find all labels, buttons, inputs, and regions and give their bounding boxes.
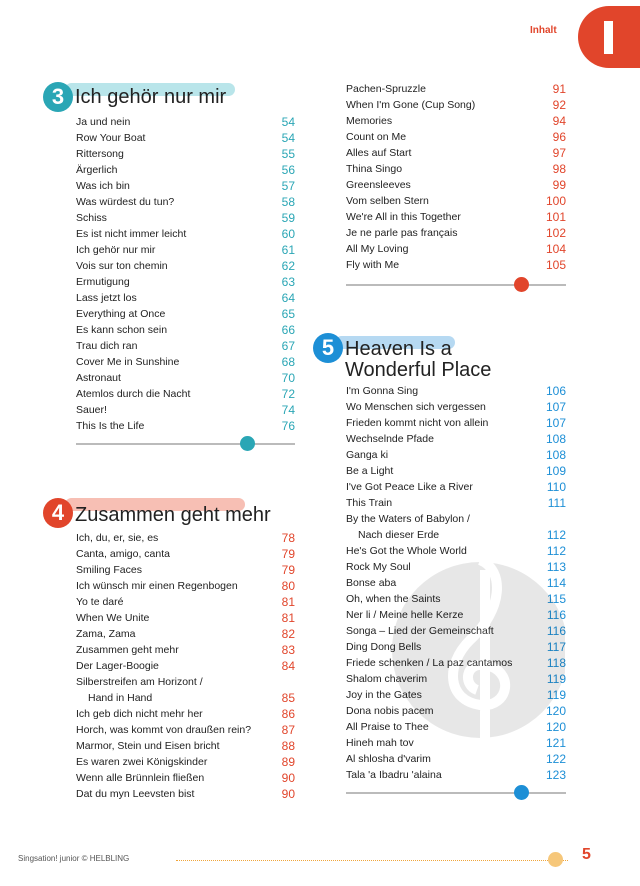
toc-entry [346,623,566,639]
section-4-heading [43,498,295,532]
toc-entry-title: Lass jetzt los [76,292,137,304]
toc-entry-title: Was ich bin [76,180,130,192]
toc-entry [346,655,566,671]
toc-entry-page: 123 [545,768,566,782]
section-5-number: 5 [313,333,343,363]
toc-entry-title: Al shlosha d'varim [346,753,431,765]
toc-entry-title: Dona nobis pacem [346,705,434,717]
toc-entry-title: Joy in the Gates [346,689,422,701]
toc-entry [76,594,295,610]
toc-entry-title: Thina Singo [346,163,403,175]
header-label: Inhalt [530,25,557,36]
toc-entry [346,193,566,209]
toc-entry-title: Pachen-Spruzzle [346,83,426,95]
toc-entry [76,418,295,434]
toc-entry [346,161,566,177]
toc-entry [346,383,566,399]
toc-entry [76,530,295,546]
toc-entry [76,578,295,594]
toc-entry-page: 108 [545,432,566,446]
toc-entry-page: 97 [552,146,566,160]
toc-entry [76,274,295,290]
toc-entry-page: 91 [552,82,566,96]
toc-entry-page: 88 [281,739,295,753]
section-4 [43,498,295,802]
toc-entry [346,399,566,415]
toc-entry-page: 80 [281,579,295,593]
toc-entry-page: 59 [281,211,295,225]
toc-entry [76,210,295,226]
toc-entry-page: 81 [281,595,295,609]
toc-entry [346,209,566,225]
toc-entry-page: 102 [545,226,566,240]
toc-entry-title: I'm Gonna Sing [346,385,419,397]
toc-entry-title: Bonse aba [346,577,397,589]
toc-entry-title: Marmor, Stein und Eisen bricht [76,740,220,752]
toc-entry-title: Ich wünsch mir einen Regenbogen [76,580,238,592]
toc-entry-title: This Train [346,497,393,509]
toc-entry [76,194,295,210]
toc-entry-title: This Is the Life [76,420,145,432]
toc-entry-title: Row Your Boat [76,132,146,144]
toc-entry [346,145,566,161]
toc-entry-title: Tala 'a Ibadru 'alaina [346,769,442,781]
toc-entry [76,610,295,626]
toc-entry [76,386,295,402]
toc-entry [346,527,566,543]
toc-entry [76,162,295,178]
toc-entry-page: 90 [281,771,295,785]
toc-entry-title: All Praise to Thee [346,721,429,733]
toc-entry-title: He's Got the Whole World [346,545,467,557]
toc-entry-page: 112 [546,544,566,558]
toc-entry-page: 98 [552,162,566,176]
section-5-title-line2: Wonderful Place [345,359,492,381]
toc-entry-title: Alles auf Start [346,147,412,159]
toc-entry [76,242,295,258]
toc-entry [76,642,295,658]
toc-entry [346,479,566,495]
toc-entry-title: Shalom chaverim [346,673,428,685]
toc-entry [76,674,295,690]
toc-entry-page: 99 [552,178,566,192]
toc-entry-title: Ich, du, er, sie, es [76,532,159,544]
page-number: 5 [582,846,591,863]
toc-entry [346,431,566,447]
toc-entry-title: Ganga ki [346,449,389,461]
toc-entry-page: 84 [281,659,295,673]
toc-entry-title: Wo Menschen sich vergessen [346,401,486,413]
toc-entry-page: 82 [281,627,295,641]
toc-entry-page: 79 [281,547,295,561]
toc-entry-title: Greensleeves [346,179,411,191]
toc-entry-page: 109 [545,464,566,478]
section-3-number: 3 [43,82,73,112]
section-4-number: 4 [43,498,73,528]
toc-entry [346,719,566,735]
toc-entry-page: 94 [552,114,566,128]
footer-dotted-line [176,860,568,861]
toc-entry-title: Atemlos durch die Nacht [76,388,191,400]
toc-entry-title: Dat du myn Leevsten bist [76,788,195,800]
toc-entry-title: Oh, when the Saints [346,593,441,605]
toc-entry-title: Wechselnde Pfade [346,433,434,445]
toc-entry-title: Ärgerlich [76,164,118,176]
toc-entry [76,754,295,770]
toc-entry [346,671,566,687]
section-4-continued-list [346,81,566,273]
toc-entry [76,546,295,562]
toc-entry-title: Rittersong [76,148,124,160]
toc-entry [76,562,295,578]
toc-entry-title: By the Waters of Babylon / [346,513,470,525]
toc-entry-page: 116 [546,624,566,638]
toc-entry-title: Horch, was kommt von draußen rein? [76,724,252,736]
toc-entry-title: Frieden kommt nicht von allein [346,417,489,429]
section-5-separator [346,792,566,794]
toc-entry-title: I've Got Peace Like a River [346,481,473,493]
toc-entry [346,463,566,479]
toc-entry-page: 78 [281,531,295,545]
toc-entry-title: Ner li / Meine helle Kerze [346,609,464,621]
toc-entry-page: 58 [281,195,295,209]
toc-entry [346,241,566,257]
toc-entry-page: 74 [281,403,295,417]
toc-entry-title: Count on Me [346,131,407,143]
toc-entry-page: 64 [281,291,295,305]
section-4-separator [346,284,566,286]
toc-entry-page: 68 [281,355,295,369]
toc-entry [76,130,295,146]
toc-entry-page: 116 [546,608,566,622]
toc-entry [76,306,295,322]
toc-entry-page: 67 [281,339,295,353]
section-5 [313,333,566,794]
toc-entry-title: Ich gehör nur mir [76,244,156,256]
toc-entry [76,690,295,706]
toc-entry-page: 119 [546,688,566,702]
toc-entry-page: 106 [545,384,566,398]
toc-entry [346,97,566,113]
toc-entry-page: 70 [281,371,295,385]
toc-entry-title: Es waren zwei Königskinder [76,756,208,768]
toc-entry [76,626,295,642]
toc-entry-title: Hineh mah tov [346,737,414,749]
toc-entry-page: 87 [281,723,295,737]
footer-dot [548,852,563,867]
section-5-heading [313,333,566,381]
toc-entry-page: 86 [281,707,295,721]
toc-entry-page: 107 [545,400,566,414]
toc-entry-page: 105 [545,258,566,272]
toc-entry-page: 110 [546,480,566,494]
toc-entry-title: Ich geb dich nicht mehr her [76,708,203,720]
toc-entry-page: 120 [545,704,566,718]
toc-entry [76,370,295,386]
toc-entry [346,575,566,591]
toc-entry-page: 111 [547,496,566,510]
toc-entry-title: Vom selben Stern [346,195,429,207]
toc-entry [346,225,566,241]
toc-entry [346,495,566,511]
toc-entry-page: 107 [545,416,566,430]
toc-entry-title: Was würdest du tun? [76,196,175,208]
toc-entry-page: 54 [281,131,295,145]
toc-entry-page: 76 [281,419,295,433]
section-3-list [76,114,295,434]
toc-entry-page: 119 [546,672,566,686]
toc-entry [76,338,295,354]
toc-entry [346,113,566,129]
toc-entry-title: Yo te daré [76,596,124,608]
toc-entry-page: 121 [545,736,566,750]
toc-entry-title: We're All in this Together [346,211,461,223]
toc-entry-page: 60 [281,227,295,241]
toc-entry-page: 100 [545,194,566,208]
toc-entry [346,767,566,783]
toc-entry-title: Ding Dong Bells [346,641,422,653]
section-5-dot [514,785,529,800]
toc-entry-title: Smiling Faces [76,564,142,576]
toc-entry-page: 89 [281,755,295,769]
toc-entry [76,658,295,674]
toc-entry-title: Hand in Hand [88,692,153,704]
toc-entry-title: Zusammen geht mehr [76,644,179,656]
toc-entry-title: Der Lager-Boogie [76,660,159,672]
toc-entry-title: Trau dich ran [76,340,138,352]
toc-entry-page: 104 [545,242,566,256]
toc-entry-page: 56 [281,163,295,177]
toc-entry-page: 101 [545,210,566,224]
toc-entry-page: 112 [546,528,566,542]
toc-entry-title: Silberstreifen am Horizont / [76,676,203,688]
toc-entry [76,738,295,754]
toc-entry-page: 66 [281,323,295,337]
toc-entry-title: Ja und nein [76,116,131,128]
toc-entry-title: Es ist nicht immer leicht [76,228,187,240]
toc-entry-page: 54 [281,115,295,129]
section-3-dot [240,436,255,451]
toc-entry-page: 96 [552,130,566,144]
toc-entry-title: Memories [346,115,393,127]
toc-entry [76,258,295,274]
toc-entry [346,559,566,575]
toc-entry-page: 113 [546,560,566,574]
toc-entry-title: Schiss [76,212,107,224]
section-3-separator [76,443,295,445]
section-3 [43,82,295,445]
toc-entry-page: 120 [545,720,566,734]
toc-entry-page: 92 [552,98,566,112]
toc-entry-page: 57 [281,179,295,193]
toc-entry [346,129,566,145]
toc-entry [76,322,295,338]
toc-entry-title: Cover Me in Sunshine [76,356,180,368]
toc-entry-title: Fly with Me [346,259,400,271]
toc-entry-page: 83 [281,643,295,657]
toc-entry-title: Nach dieser Erde [358,529,440,541]
section-5-title-line1: Heaven Is a [345,338,452,360]
toc-entry-page: 85 [281,691,295,705]
toc-entry-title: Ermutigung [76,276,130,288]
toc-entry-page: 62 [281,259,295,273]
toc-entry-title: Friede schenken / La paz cantamos [346,657,513,669]
toc-entry [346,703,566,719]
toc-entry-page: 63 [281,275,295,289]
toc-entry-title: Zama, Zama [76,628,136,640]
toc-entry [346,257,566,273]
toc-entry-title: Es kann schon sein [76,324,168,336]
chapter-tab-mark [604,21,613,54]
toc-entry [346,591,566,607]
section-3-heading [43,82,295,116]
toc-entry-title: Astronaut [76,372,121,384]
toc-entry-page: 122 [545,752,566,766]
toc-entry-page: 55 [281,147,295,161]
toc-entry-title: Wenn alle Brünnlein fließen [76,772,205,784]
footer-copyright: Singsation! junior © HELBLING [18,854,130,863]
toc-entry-title: Rock My Soul [346,561,411,573]
toc-entry-page: 108 [545,448,566,462]
toc-entry [76,178,295,194]
toc-entry-title: All My Loving [346,243,409,255]
toc-entry-title: Je ne parle pas français [346,227,458,239]
toc-entry [76,114,295,130]
toc-entry-page: 65 [281,307,295,321]
toc-entry [76,146,295,162]
toc-entry-title: Everything at Once [76,308,166,320]
section-4-continued [346,81,566,286]
toc-entry-page: 79 [281,563,295,577]
toc-entry-title: Sauer! [76,404,107,416]
toc-entry [76,226,295,242]
toc-entry-title: Canta, amigo, canta [76,548,170,560]
toc-entry [346,81,566,97]
toc-entry [76,786,295,802]
toc-entry-page: 81 [281,611,295,625]
toc-entry-title: When I'm Gone (Cup Song) [346,99,476,111]
section-5-list [346,383,566,783]
toc-entry [76,402,295,418]
toc-entry-page: 118 [546,656,566,670]
section-4-dot [514,277,529,292]
toc-entry [346,687,566,703]
toc-entry [346,415,566,431]
toc-entry [346,511,566,527]
toc-entry [346,447,566,463]
toc-entry [346,543,566,559]
toc-entry [346,177,566,193]
toc-entry [346,607,566,623]
toc-entry [76,706,295,722]
toc-entry [76,354,295,370]
toc-entry [76,770,295,786]
toc-entry [346,735,566,751]
toc-entry-page: 72 [281,387,295,401]
toc-entry [346,639,566,655]
toc-entry-page: 90 [281,787,295,801]
toc-entry [346,751,566,767]
toc-entry-title: Be a Light [346,465,394,477]
toc-entry-page: 114 [546,576,566,590]
toc-entry-page: 117 [546,640,566,654]
section-4-list [76,530,295,802]
toc-entry-page: 115 [546,592,566,606]
toc-entry-title: When We Unite [76,612,150,624]
section-3-title: Ich gehör nur mir [75,86,227,108]
toc-entry-page: 61 [281,243,295,257]
section-4-title: Zusammen geht mehr [75,504,271,526]
toc-entry-title: Vois sur ton chemin [76,260,168,272]
toc-entry [76,722,295,738]
toc-entry [76,290,295,306]
toc-entry-title: Songa – Lied der Gemeinschaft [346,625,494,637]
